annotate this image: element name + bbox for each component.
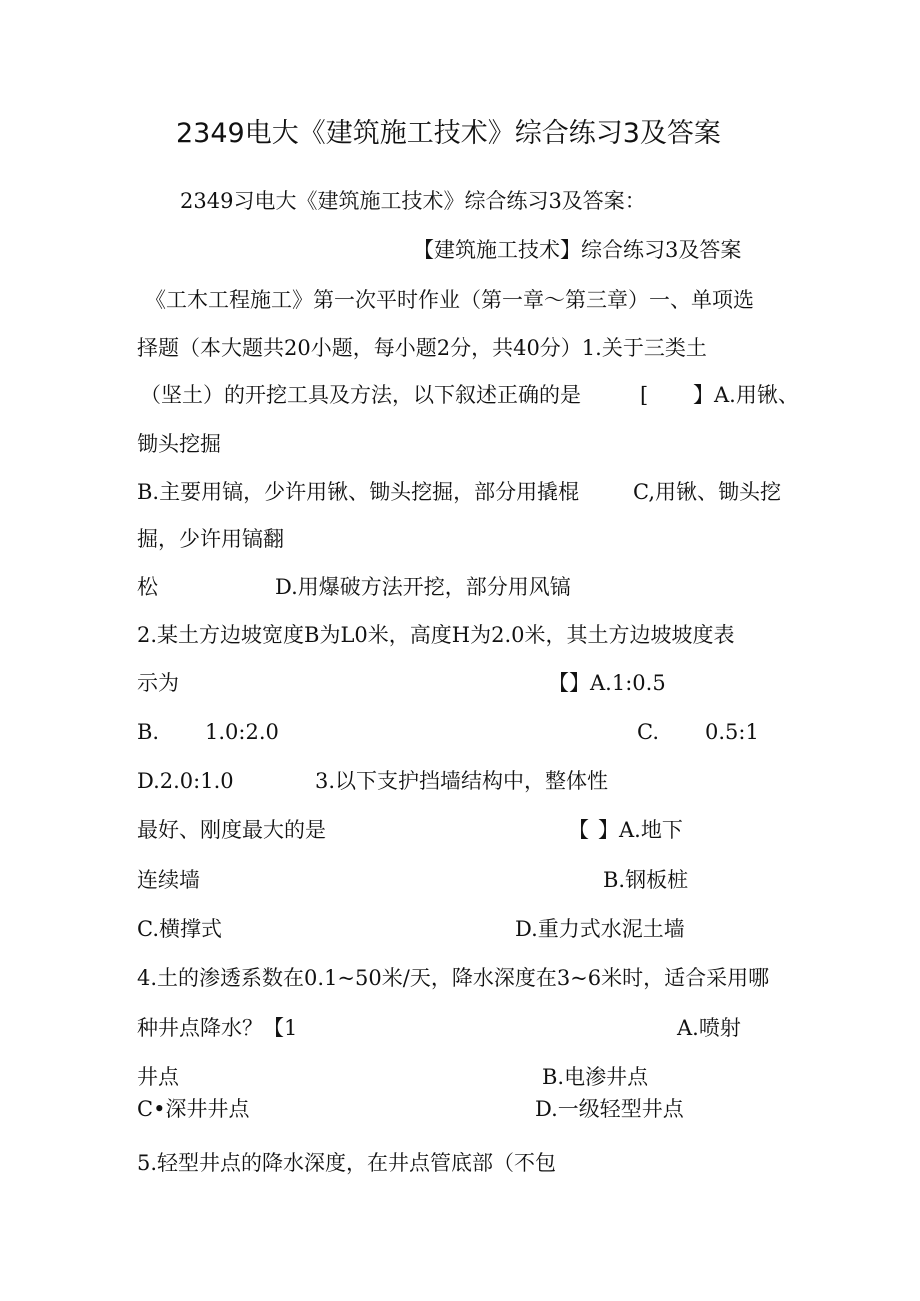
- text-line: 种井点降水？【1: [137, 1016, 298, 1040]
- option-text: C•深井井点: [137, 1097, 250, 1121]
- option-label: C.: [637, 720, 659, 744]
- option-text: B.主要用镐，少许用锹、锄头挖掘，部分用撬棍: [137, 480, 580, 504]
- option-value: 0.5:1: [705, 720, 759, 744]
- text-line: 锄头挖掘: [137, 432, 221, 456]
- option-text: C.横撑式: [137, 917, 222, 941]
- option-text: 连续墙: [137, 868, 200, 892]
- option-text: A.喷射: [677, 1016, 741, 1040]
- option-text: 【】A.1:0.5: [548, 671, 666, 695]
- document-title: 2349电大《建筑施工技术》综合练习3及答案: [176, 118, 721, 149]
- option-text: B.钢板桩: [603, 868, 689, 892]
- option-text: 】A.用锹、: [693, 383, 799, 407]
- option-text: B.电渗井点: [542, 1065, 649, 1089]
- question-text: 3.以下支护挡墙结构中，整体性: [315, 769, 609, 793]
- text-line: 择题（本大题共20小题，每小题2分，共40分）1.关于三类土: [137, 336, 707, 360]
- text-line: （坚土）的开挖工具及方法，以下叙述正确的是: [140, 383, 581, 407]
- option-text: D.一级轻型井点: [535, 1097, 684, 1121]
- option-text: 】A.地下: [598, 818, 683, 842]
- text-line: 松: [137, 575, 158, 599]
- answer-bracket: 【: [568, 818, 589, 842]
- text-line: 最好、刚度最大的是: [137, 818, 326, 842]
- answer-bracket: [: [640, 383, 649, 407]
- question-text: 2.某土方边坡宽度B为L0米，高度H为2.0米，其土方边坡坡度表: [137, 623, 735, 647]
- section-header: 【建筑施工技术】综合练习3及答案: [413, 238, 742, 262]
- text-line: 《工木工程施工》第一次平时作业（第一章～第三章）一、单项选: [145, 288, 754, 312]
- text-line: 井点: [137, 1065, 179, 1089]
- text-line: 示为: [137, 671, 179, 695]
- option-label: B.: [137, 720, 160, 744]
- option-text: D.用爆破方法开挖，部分用风镐: [275, 575, 571, 599]
- option-text: C,用锹、锄头挖: [633, 480, 781, 504]
- option-text: D.2.0:1.0: [137, 769, 234, 793]
- question-text: 4.土的渗透系数在0.1~50米/天，降水深度在3~6米时，适合采用哪: [137, 966, 770, 990]
- question-text: 5.轻型井点的降水深度，在井点管底部（不包: [137, 1151, 557, 1175]
- text-line: 掘，少许用镐翻: [137, 527, 284, 551]
- option-value: 1.0:2.0: [205, 720, 279, 744]
- option-text: D.重力式水泥土墙: [515, 917, 685, 941]
- document-subtitle: 2349习电大《建筑施工技术》综合练习3及答案：: [180, 189, 646, 213]
